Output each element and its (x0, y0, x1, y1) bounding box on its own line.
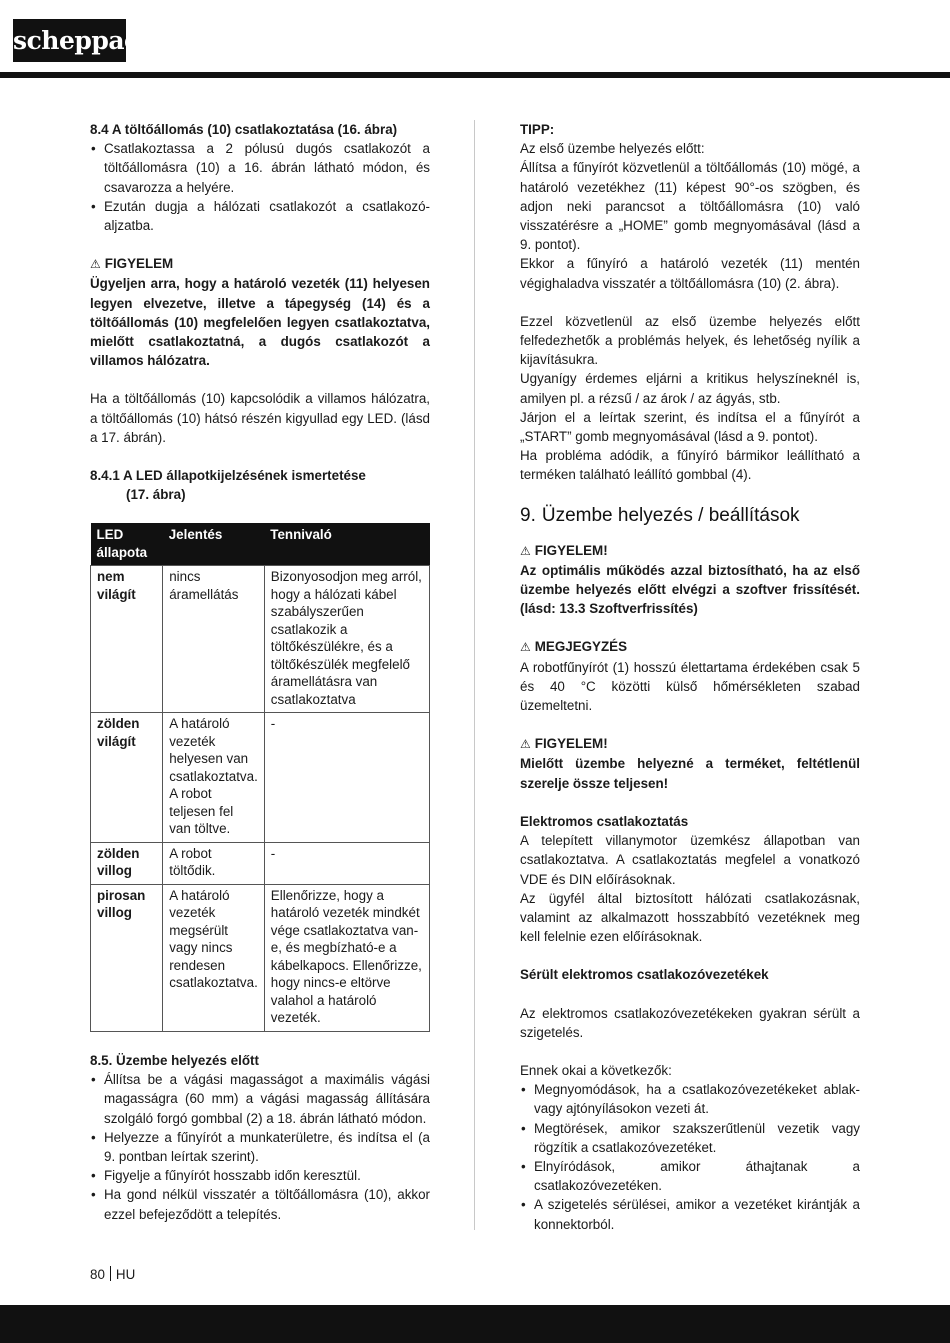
led-action: - (264, 842, 429, 884)
footer-bar (0, 1305, 950, 1343)
warning-icon: ⚠ (520, 543, 531, 558)
tip-paragraph: Ekkor a fűnyíró a határoló vezeték (11) mentén végighaladva visszatér a töltőállomásra (10) (2. ábra). (520, 256, 860, 291)
column-divider (474, 120, 475, 1230)
footer-separator (110, 1266, 111, 1281)
paragraph: A telepített villanymotor üzemkész állapotban van csatlakoztatva. A csatlakoztatás megfelel a vonatkozó VDE és DIN előírásoknak. (520, 833, 860, 887)
tip-title: TIPP: (520, 122, 555, 137)
led-state: pirosan villog (91, 884, 163, 1031)
warning-text: Ügyeljen arra, hogy a határoló vezeték (11) helyesen legyen elvezetve, illetve a tápegység (14) és a töltőállomás (10) megfelelően legyen csatlakoztatva, mielőtt csatlakoztatná, a dugós csatlakozót a villamos hálózatra. (90, 276, 430, 369)
list-item: • Elnyíródások, amikor áthajtanak a csatlakozóvezetéken. (520, 1157, 860, 1195)
warning-heading: ⚠ FIGYELEM! (520, 736, 608, 752)
warning-icon: ⚠ (90, 257, 101, 272)
section-8-4-1-subtitle: (17. ábra) (126, 487, 186, 503)
note-text: A robotfűnyírót (1) hosszú élettartama érdekében csak 5 és 40 °C közötti külső hőmérsékleten szabad üzemeltetni. (520, 659, 860, 714)
list-item: • Megnyomódások, ha a csatlakozóvezetékeket ablak- vagy ajtónyílásokon vezeti át. (520, 1080, 860, 1118)
led-meaning: nincs áramellátás (163, 566, 265, 713)
list-item: • Ezután dugja a hálózati csatlakozót a csatlakozó-aljzatba. (90, 197, 430, 235)
page-number: 80 (90, 1267, 105, 1282)
section-8-4-title: 8.4 A töltőállomás (10) csatlakoztatása (16. ábra) (90, 122, 398, 137)
right-column (520, 120, 860, 1234)
led-action: - (264, 713, 429, 843)
led-meaning: A határoló vezeték megsérült vagy nincs rendesen csatlakoztatva. (163, 884, 265, 1031)
tip-intro: Az első üzembe helyezés előtt: (520, 141, 705, 157)
section-8-5-list (90, 1070, 430, 1224)
note-heading: ⚠ MEGJEGYZÉS (520, 639, 628, 655)
section-8-4-1-title: 8.4.1 A LED állapotkijelzésének ismertetése (90, 468, 366, 484)
tip-paragraph: Állítsa a fűnyírót közvetlenül a töltőállomás (10) mögé, a határoló vezetékhez (11) képest 90°-os szögben, és adjon neki parancsot a töltőállomásra (10) való visszatérésre a „HOME” gomb megnyomásával (lásd a 9. pontot). (520, 160, 860, 253)
header-bar (0, 72, 950, 78)
list-item: • Megtörések, amikor szakszerűtlenül vezetik vagy rögzítik a csatlakozóvezetéket. (520, 1119, 860, 1157)
damage-causes-list (520, 1080, 860, 1234)
list-item: • A szigetelés sérülései, amikor a vezetéket kirántják a konnektorból. (520, 1195, 860, 1233)
warning-text: Mielőtt üzembe helyezné a terméket, feltétlenül szerelje össze teljesen! (520, 756, 860, 791)
section-8-4-list (90, 139, 430, 235)
led-meaning: A robot töltődik. (163, 842, 265, 884)
led-status-table (90, 523, 430, 1032)
table-row (91, 842, 430, 884)
column-header: Tennivaló (264, 523, 429, 566)
scheppach-logo: scheppach (13, 19, 126, 62)
damaged-cables-title: Sérült elektromos csatlakozóvezetékek (520, 967, 769, 983)
table-row (91, 713, 430, 843)
paragraph: Ennek okai a következők: (520, 1062, 672, 1078)
paragraph: Az elektromos csatlakozóvezetékeken gyakran sérült a szigetelés. (520, 1005, 860, 1040)
table-header-row (91, 523, 430, 566)
section-9-heading: 9. Üzembe helyezés / beállítások (520, 504, 800, 526)
table-row (91, 884, 430, 1031)
list-item: • Ha gond nélkül visszatér a töltőállomásra (10), akkor ezzel befejeződött a telepítés. (90, 1185, 430, 1223)
section-8-5-title: 8.5. Üzembe helyezés előtt (90, 1052, 259, 1068)
left-column (90, 120, 430, 1224)
led-meaning: A határoló vezeték helyesen van csatlakoztatva. A robot teljesen fel van töltve. (163, 713, 265, 843)
warning-heading: ⚠ FIGYELEM (90, 256, 174, 272)
paragraph: Járjon el a leírtak szerint, és indítsa el a fűnyírót a „START” gomb megnyomásával (lásd a 9. pontot). (520, 409, 860, 445)
led-state: nem világít (91, 566, 163, 713)
warning-icon: ⚠ (520, 737, 531, 752)
warning-icon: ⚠ (520, 640, 531, 655)
list-item: • Állítsa be a vágási magasságot a maximális vágási magasságra (60 mm) a vágási magasság állítására szolgáló forgó gombbal (2) a 18. ábrán látható módon. (90, 1070, 430, 1128)
led-action: Ellenőrizze, hogy a határoló vezeték mindkét vége csatlakoztatva van-e, és megbízható-e a kábelkapocs. Ellenőrizze, hogy nincs-e eltörve valahol a határoló vezeték. (264, 884, 429, 1031)
page-footer (90, 1265, 135, 1284)
warning-heading: ⚠ FIGYELEM! (520, 542, 608, 558)
paragraph: Az ügyfél által biztosított hálózati csatlakozásnak, valamint az alkalmazott hosszabbító vezetéknek meg kell felelnie ezen előírásoknak. (520, 890, 860, 945)
paragraph: Ugyanígy érdemes eljárni a kritikus helyszíneknél is, amilyen pl. a rézsű / az árok / az ágyás, stb. (520, 371, 860, 406)
paragraph: Ha probléma adódik, a fűnyíró bármikor leállítható a terméken található leállító gombbal (4). (520, 448, 860, 483)
list-item: • Helyezze a fűnyírót a munkaterületre, és indítsa el (a 9. pontban leírtak szerint). (90, 1128, 430, 1166)
column-header: Jelentés (163, 523, 265, 566)
language-code: HU (115, 1267, 136, 1282)
list-item: • Figyelje a fűnyírót hosszabb időn keresztül. (90, 1166, 430, 1185)
led-state: zölden villog (91, 842, 163, 884)
led-paragraph: Ha a töltőállomás (10) kapcsolódik a villamos hálózatra, a töltőállomás (10) hátsó részén kigyullad egy LED. (lásd a 17. ábrán). (90, 391, 430, 445)
table-row (91, 566, 430, 713)
list-item: • Csatlakoztassa a 2 pólusú dugós csatlakozót a töltőállomásra (10) a 16. ábrán látható módon, és csavarozza a helyére. (90, 139, 430, 197)
led-action: Bizonyosodjon meg arról, hogy a hálózati kábel szabályszerűen csatlakozik a töltőkészülékre, és a töltőkészülék megfelelő áramellátásra van csatlakoztatva (264, 566, 429, 713)
paragraph: Ezzel közvetlenül az első üzembe helyezés előtt felfedezhetők a problémás helyek, és lehetőség nyílik a kijavításukra. (520, 313, 860, 368)
electrical-title: Elektromos csatlakoztatás (520, 813, 689, 829)
led-state: zölden világít (91, 713, 163, 843)
warning-text: Az optimális működés azzal biztosítható, ha az első üzembe helyezés előtt elvégzi a szoftver frissítését. (lásd: 13.3 Szoftverfrissítés) (520, 562, 860, 617)
column-header: LED állapota (91, 523, 163, 566)
